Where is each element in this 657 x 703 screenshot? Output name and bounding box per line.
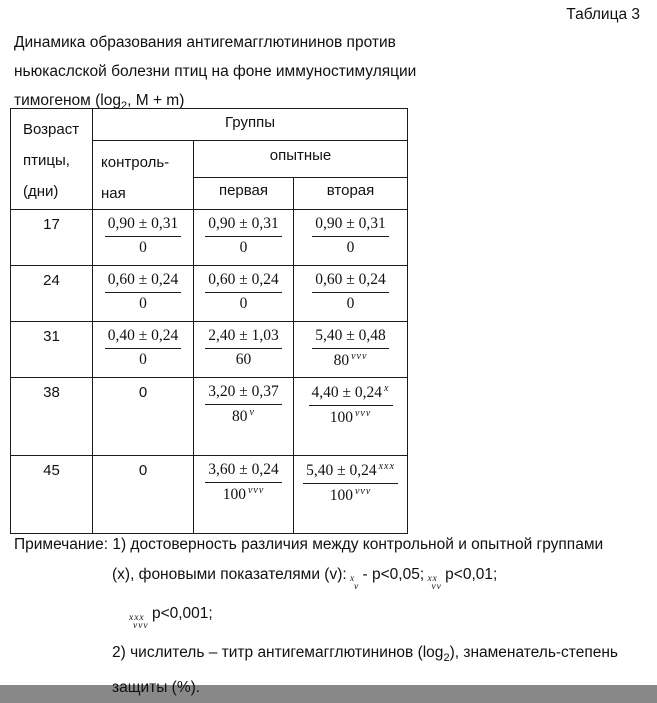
data-cell	[294, 378, 408, 456]
fraction-denominator: 80 $^{vvv}$	[333, 351, 368, 370]
caption-line: Динамика образования антигемагглютининов против	[14, 34, 396, 51]
fraction	[105, 326, 182, 369]
data-cell	[93, 266, 194, 322]
subscript: 2	[120, 100, 128, 113]
fraction-denominator: 0	[239, 295, 248, 312]
table-body	[11, 210, 408, 534]
fraction-numerator: 0,60 ± 0,24	[105, 270, 182, 293]
data-cell	[194, 322, 294, 378]
significance-marker: vvv	[354, 408, 372, 420]
data-cell: 0	[93, 456, 194, 534]
data-table	[10, 108, 408, 534]
significance-marker: xxx	[378, 461, 395, 472]
age-cell: 31	[11, 322, 93, 378]
footnote-line: 2) числитель – титр антигемагглютининов $(\log_2)$, знаменатель-степень	[112, 644, 618, 665]
age-cell: 17	[11, 210, 93, 266]
fraction	[205, 326, 282, 369]
significance-marker: x v	[349, 574, 360, 592]
footnote-line: xxx vvv p<0,001;	[129, 605, 213, 631]
fraction-numerator: 0,90 ± 0,31	[205, 214, 282, 237]
fraction	[309, 382, 393, 427]
fraction-numerator: 0,90 ± 0,31	[312, 214, 389, 237]
significance-marker: xx vv	[427, 574, 442, 592]
data-cell	[93, 322, 194, 378]
data-cell	[294, 322, 408, 378]
table-number-label: Таблица 3	[566, 6, 640, 23]
fraction-numerator: 2,40 ± 1,03	[205, 326, 282, 349]
footnote	[14, 530, 654, 703]
fraction	[312, 270, 389, 313]
fraction-numerator: 3,60 ± 0,24	[205, 460, 282, 483]
header-experimental-groups: опытные	[194, 141, 408, 178]
caption-line: ньюкаслской болезни птиц на фоне иммуностимуляции	[14, 63, 417, 80]
significance-marker: vvv	[354, 486, 372, 498]
plus-minus-sign: +	[152, 92, 162, 109]
fraction-denominator: 0	[346, 295, 355, 312]
fraction-numerator: 0,90 ± 0,31	[105, 214, 182, 237]
significance-marker: vvv	[247, 485, 265, 496]
fraction-denominator: 60	[235, 351, 252, 368]
fraction	[312, 214, 389, 257]
fraction-denominator: 100 $^{vvv}$	[222, 485, 265, 504]
age-cell: 45	[11, 456, 93, 534]
fraction	[105, 270, 182, 313]
footnote-line: Примечание: 1) достоверность различия между контрольной и опытной группами	[14, 536, 604, 553]
footnote-line: защиты (%).	[112, 679, 201, 697]
significance-marker: xxx vvv	[129, 613, 149, 631]
fraction-numerator: 5,40 ± 0,48	[312, 326, 389, 349]
significance-marker: vvv	[351, 351, 368, 362]
fraction-denominator: 0	[139, 351, 147, 368]
table-row	[11, 266, 408, 322]
fraction-numerator: 0,60 ± 0,24	[205, 270, 282, 293]
age-cell: 24	[11, 266, 93, 322]
data-cell	[194, 266, 294, 322]
data-cell	[294, 456, 408, 534]
table-row	[11, 210, 408, 266]
header-first-group: первая	[194, 177, 294, 209]
data-cell	[194, 456, 294, 534]
data-cell	[294, 210, 408, 266]
data-cell: 0	[93, 378, 194, 456]
table-row	[11, 322, 408, 378]
header-groups: Группы	[93, 109, 408, 141]
fraction-numerator: 4,40 ± 0,24 $^x$	[309, 382, 393, 406]
header-second-group: вторая	[294, 177, 408, 209]
fraction-denominator: 0	[139, 239, 147, 256]
fraction	[312, 326, 389, 370]
fraction-denominator: 100 $^{vvv}$	[329, 486, 372, 505]
subscript: 2	[443, 652, 450, 665]
data-cell	[194, 378, 294, 456]
fraction	[205, 270, 282, 313]
significance-marker: v	[249, 407, 255, 418]
fraction-numerator: 0,60 ± 0,24	[312, 270, 389, 293]
header-control-group: контроль- ная	[93, 141, 194, 210]
significance-marker: x	[384, 383, 390, 394]
header-age-column: Возраст птицы, (дни)	[11, 109, 93, 210]
fraction-numerator: 3,20 ± 0,37	[205, 382, 282, 405]
fraction-denominator: 0	[346, 239, 355, 256]
table-header	[11, 109, 408, 210]
data-cell	[194, 210, 294, 266]
fraction	[105, 214, 182, 257]
table-row	[11, 378, 408, 456]
age-cell: 38	[11, 378, 93, 456]
fraction	[205, 382, 282, 426]
fraction-numerator: 0,40 ± 0,24	[105, 326, 182, 349]
fraction	[303, 460, 398, 505]
fraction-denominator: 100 $^{vvv}$	[329, 408, 372, 427]
data-cell	[294, 266, 408, 322]
table-row	[11, 456, 408, 534]
footnote-line: (х), фоновыми показателями (v): x v - p<0,05; xx vv p<0,01;	[112, 566, 498, 592]
fraction-denominator: 0	[139, 295, 147, 312]
data-cell	[93, 210, 194, 266]
fraction	[205, 460, 282, 504]
fraction-denominator: 0	[239, 239, 248, 256]
fraction	[205, 214, 282, 257]
fraction-numerator: 5,40 ± 0,24 $^{xxx}$	[303, 460, 398, 484]
fraction-denominator: 80 $^v$	[232, 407, 255, 426]
caption-line: тимогеном ($\log_2$, M + m)	[14, 92, 185, 113]
